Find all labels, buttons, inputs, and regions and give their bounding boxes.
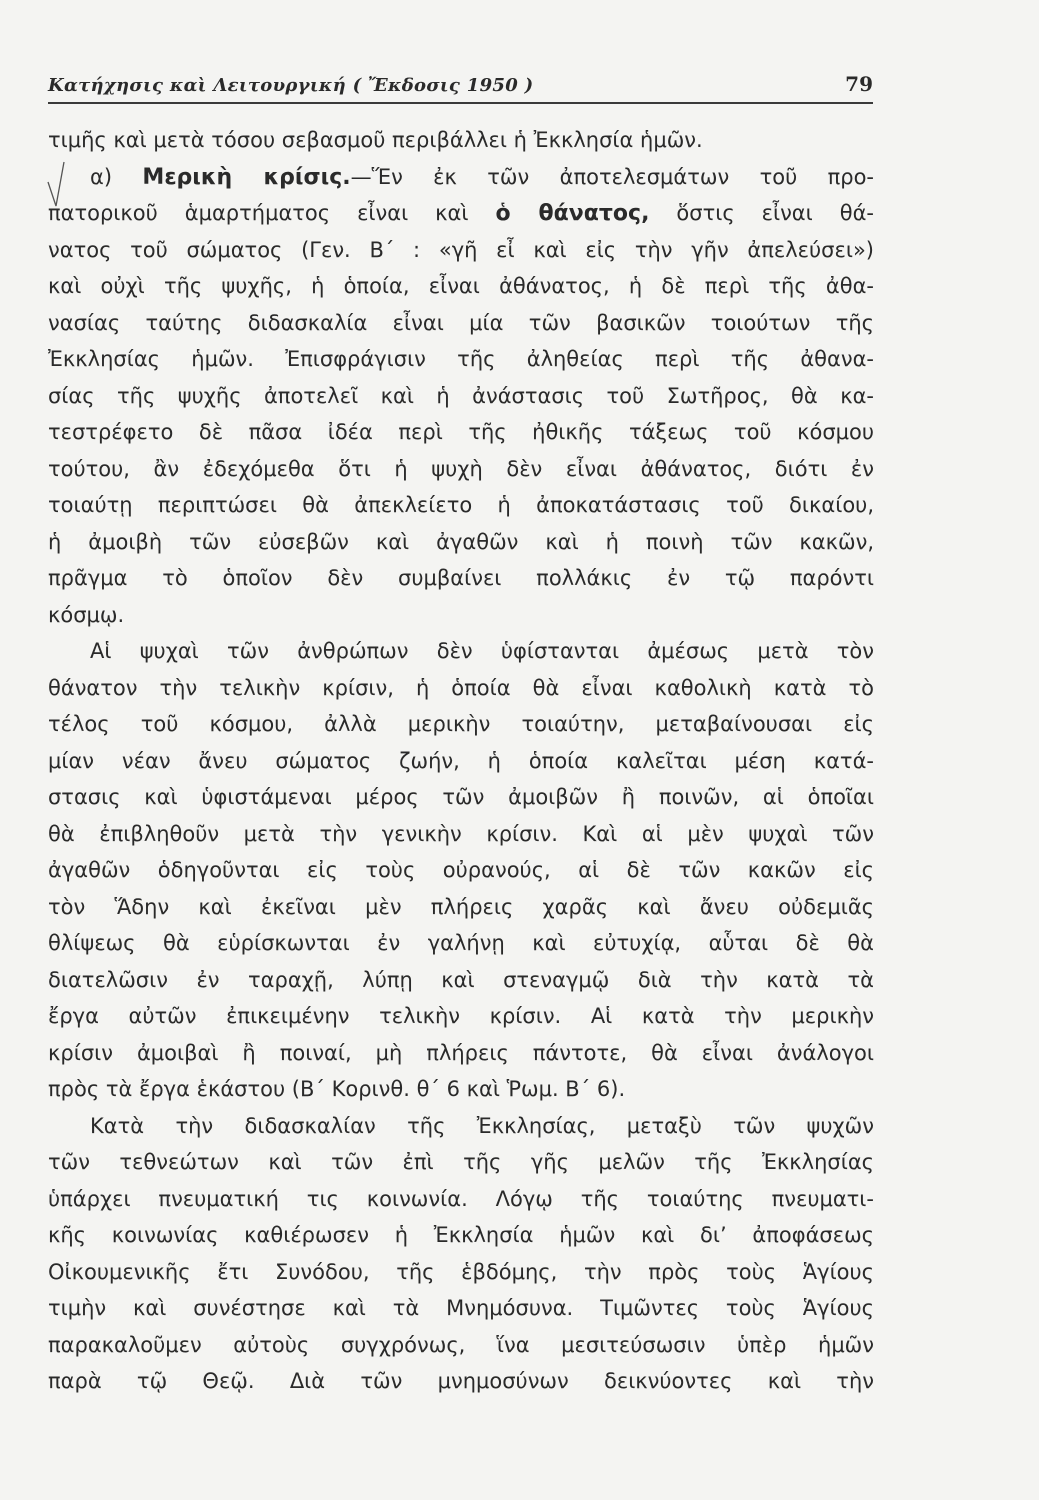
text-line: τὸν Ἅδην καὶ ἐκεῖναι μὲν πλήρεις χαρᾶς καὶ ἄνευ οὐδεμιᾶς bbox=[48, 894, 874, 919]
text-line: παρακαλοῦμεν αὐτοὺς συγχρόνως, ἵνα μεσιτεύσωσιν ὑπὲρ ἡμῶν bbox=[48, 1332, 874, 1357]
text-line bbox=[48, 159, 874, 196]
text-span: ὅστις εἶναι θά- bbox=[649, 201, 874, 225]
text-line: νασίας ταύτης διδασκαλία εἶναι μία τῶν βασικῶν τοιούτων τῆς bbox=[48, 310, 874, 335]
text-line: στασις καὶ ὑφιστάμεναι μέρος τῶν ἀμοιβῶν ἢ ποινῶν, αἱ ὁποῖαι bbox=[48, 785, 874, 809]
text-line: τοιαύτῃ περιπτώσει θὰ ἀπεκλείετο ἡ ἀποκατάστασις τοῦ δικαίου, bbox=[48, 493, 874, 517]
text-line: Αἱ ψυχαὶ τῶν ἀνθρώπων δὲν ὑφίστανται ἀμέσως μετὰ τὸν bbox=[90, 639, 874, 663]
text-line: νατος τοῦ σώματος (Γεν. Β΄ : «γῆ εἶ καὶ εἰς τὴν γῆν ἀπελεύσει») bbox=[48, 237, 874, 262]
text-line: κόσμῳ. bbox=[48, 602, 125, 627]
text-line: θλίψεως θὰ εὑρίσκωνται ἐν γαλήνῃ καὶ εὐτυχίᾳ, αὗται δὲ θὰ bbox=[48, 931, 874, 955]
text-line: κῆς κοινωνίας καθιέρωσεν ἡ Ἐκκλησία ἡμῶν καὶ δι’ ἀποφάσεως bbox=[48, 1223, 874, 1247]
text-line: Οἰκουμενικῆς ἔτι Συνόδου, τῆς ἑβδόμης, τὴν πρὸς τοὺς Ἁγίους bbox=[48, 1259, 874, 1284]
text-line: θάνατον τὴν τελικὴν κρίσιν, ἡ ὁποία θὰ εἶναι καθολικὴ κατὰ τὸ bbox=[48, 675, 874, 700]
text-line: καὶ οὐχὶ τῆς ψυχῆς, ἡ ὁποία, εἶναι ἀθάνατος, ἡ δὲ περὶ τῆς ἀθα- bbox=[48, 274, 874, 298]
running-header bbox=[48, 70, 873, 104]
text-line: τέλος τοῦ κόσμου, ἀλλὰ μερικὴν τοιαύτην, μεταβαίνουσαι εἰς bbox=[48, 712, 874, 736]
text-line: Ἐκκλησίας ἡμῶν. Ἐπισφράγισιν τῆς ἀληθείας περὶ τῆς ἀθανα- bbox=[48, 347, 874, 371]
text-line: ἔργα αὐτῶν ἐπικειμένην τελικὴν κρίσιν. Αἱ κατὰ τὴν μερικὴν bbox=[48, 1004, 874, 1028]
bold-term: Μερικὴ κρίσις. bbox=[142, 164, 351, 190]
text-line: θὰ ἐπιβληθοῦν μετὰ τὴν γενικὴν κρίσιν. Καὶ αἱ μὲν ψυχαὶ τῶν bbox=[48, 821, 874, 846]
page-number: 79 bbox=[845, 72, 873, 96]
text-span: πατορικοῦ ἁμαρτήματος εἶναι καὶ bbox=[48, 201, 496, 225]
text-line: τούτου, ἂν ἐδεχόμεθα ὅτι ἡ ψυχὴ δὲν εἶναι ἀθάνατος, διότι ἐν bbox=[48, 456, 874, 481]
text-span: α) bbox=[90, 164, 143, 189]
text-line: ἀγαθῶν ὁδηγοῦνται εἰς τοὺς οὐρανούς, αἱ δὲ τῶν κακῶν εἰς bbox=[48, 858, 874, 882]
bold-term: ὁ θάνατος, bbox=[495, 201, 650, 226]
text-line: διατελῶσιν ἐν ταραχῇ, λύπῃ καὶ στεναγμῷ διὰ τὴν κατὰ τὰ bbox=[48, 967, 874, 992]
text-line: πρὸς τὰ ἔργα ἑκάστου (Β΄ Κορινθ. θ΄ 6 καὶ Ῥωμ. Β΄ 6). bbox=[48, 1077, 626, 1101]
text-line: μίαν νέαν ἄνευ σώματος ζωήν, ἡ ὁποία καλεῖται μέση κατά- bbox=[48, 748, 874, 773]
text-line: κρίσιν ἀμοιβαὶ ἢ ποιναί, μὴ πλήρεις πάντοτε, θὰ εἶναι ἀνάλογοι bbox=[48, 1040, 874, 1065]
text-line: πρᾶγμα τὸ ὁποῖον δὲν συμβαίνει πολλάκις ἐν τῷ παρόντι bbox=[48, 566, 874, 590]
body-text bbox=[48, 122, 874, 1400]
header-title: Κατήχησις καὶ Λειτουργική ( Ἔκδοσις 1950 ) bbox=[48, 75, 534, 96]
text-line: Κατὰ τὴν διδασκαλίαν τῆς Ἐκκλησίας, μεταξὺ τῶν ψυχῶν bbox=[90, 1113, 874, 1138]
text-line: παρὰ τῷ Θεῷ. Διὰ τῶν μνημοσύνων δεικνύοντες καὶ τὴν bbox=[48, 1369, 874, 1393]
text-line: τιμὴν καὶ συνέστησε καὶ τὰ Μνημόσυνα. Τιμῶντες τοὺς Ἁγίους bbox=[48, 1296, 874, 1320]
text-span: —Ἕν ἐκ τῶν ἀποτελεσμάτων τοῦ προ- bbox=[350, 164, 874, 189]
text-line: ὑπάρχει πνευματική τις κοινωνία. Λόγῳ τῆς τοιαύτης πνευματι- bbox=[48, 1186, 874, 1211]
text-line bbox=[48, 195, 874, 232]
text-line: τῶν τεθνεώτων καὶ τῶν ἐπὶ τῆς γῆς μελῶν τῆς Ἐκκλησίας bbox=[48, 1150, 874, 1174]
text-line: τεστρέφετο δὲ πᾶσα ἰδέα περὶ τῆς ἠθικῆς τάξεως τοῦ κόσμου bbox=[48, 420, 874, 444]
text-line: τιμῆς καὶ μετὰ τόσου σεβασμοῦ περιβάλλει ἡ Ἐκκλησία ἡμῶν. bbox=[48, 128, 703, 152]
text-line: σίας τῆς ψυχῆς ἀποτελεῖ καὶ ἡ ἀνάστασις τοῦ Σωτῆρος, θὰ κα- bbox=[48, 383, 874, 408]
text-line: ἡ ἀμοιβὴ τῶν εὐσεβῶν καὶ ἀγαθῶν καὶ ἡ ποινὴ τῶν κακῶν, bbox=[48, 529, 874, 554]
